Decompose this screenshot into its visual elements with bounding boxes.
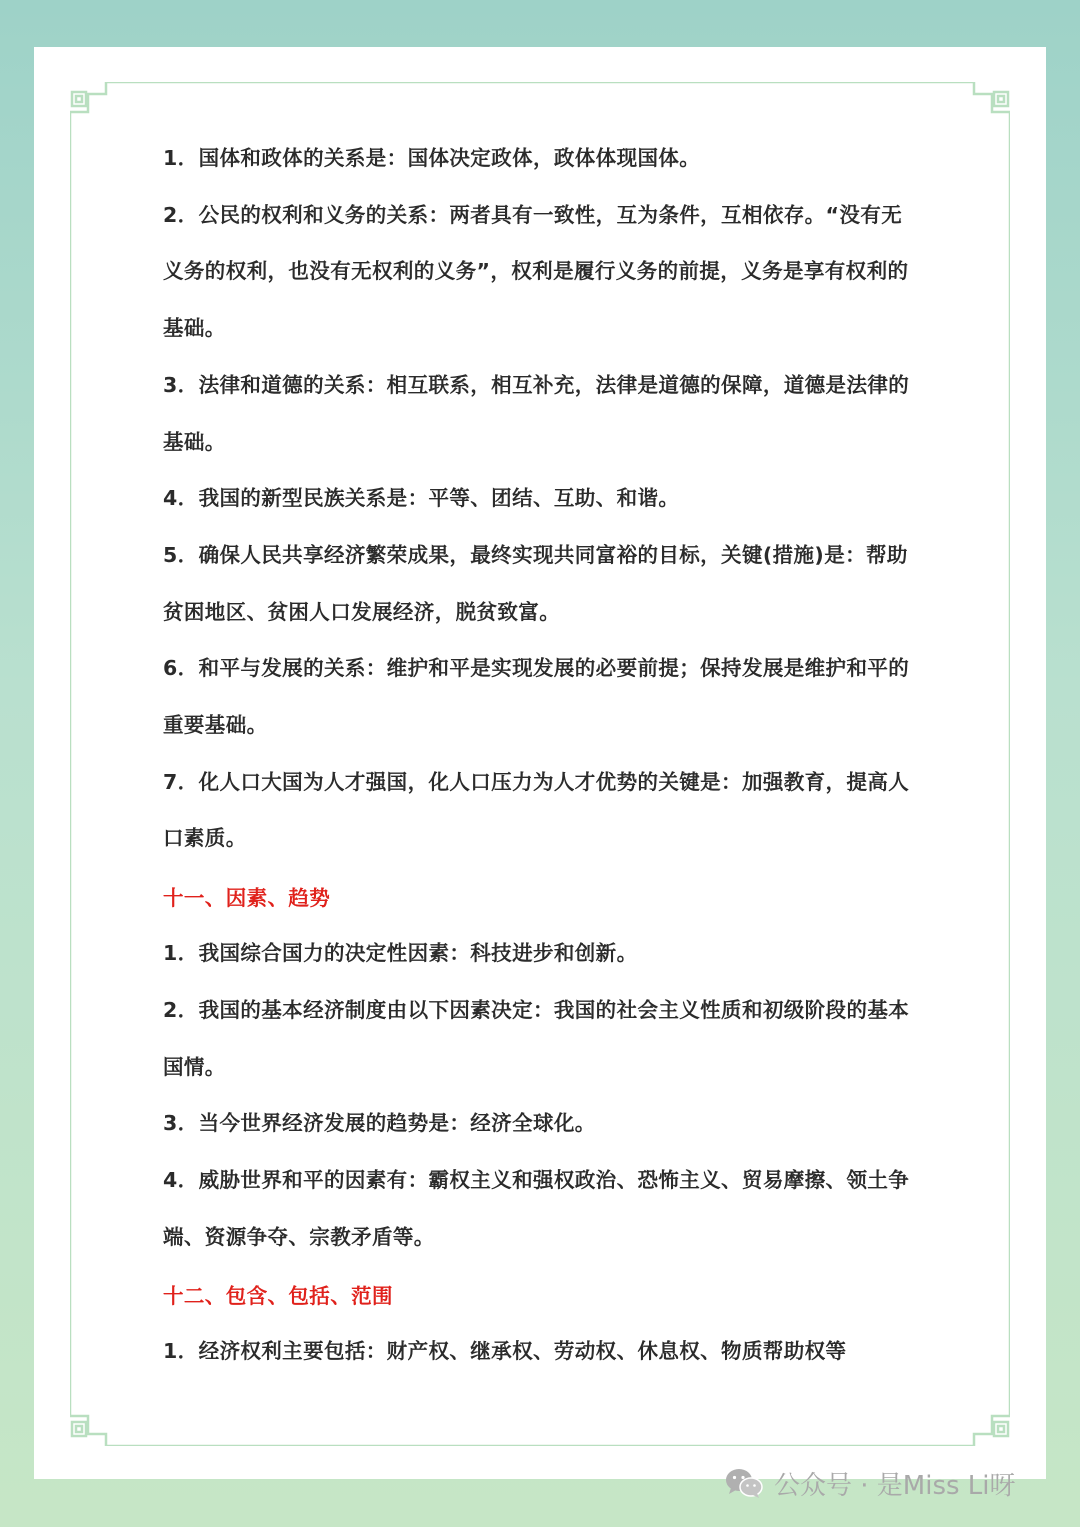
list-item: 4．威胁世界和平的因素有：霸权主义和强权政治、恐怖主义、贸易摩擦、领土争端、资源争夺、宗教矛盾等。 [163,1167,910,1249]
list-item: 2．我国的基本经济制度由以下因素决定：我国的社会主义性质和初级阶段的基本国情。 [163,997,910,1079]
list-item: 7．化人口大国为人才强国，化人口压力为人才优势的关键是：加强教育，提高人口素质。 [163,769,910,851]
list-item: 1．我国综合国力的决定性因素：科技进步和创新。 [163,941,638,966]
watermark-text: 公众号 · 是Miss Li呀 [774,1470,1016,1501]
content-area [163,130,919,1380]
list-item: 6．和平与发展的关系：维护和平是实现发展的必要前提；保持发展是维护和平的重要基础。 [163,656,910,738]
watermark [724,1463,1016,1503]
list-item: 3．法律和道德的关系：相互联系，相互补充，法律是道德的保障，道德是法律的基础。 [163,372,910,454]
section-heading: 十一、因素、趋势 [163,886,331,911]
list-item: 1．国体和政体的关系是：国体决定政体，政体体现国体。 [163,146,701,170]
section-heading: 十二、包含、包括、范围 [163,1284,393,1309]
section-0 [163,130,919,867]
section-inclusion-scope [163,1281,919,1380]
list-item: 2．公民的权利和义务的关系：两者具有一致性，互为条件，互相依存。“没有无义务的权利，也没有无权利的义务”，权利是履行义务的前提，义务是享有权利的基础。 [163,202,909,341]
list-item: 5．确保人民共享经济繁荣成果，最终实现共同富裕的目标，关键(措施)是：帮助贫困地区、贫困人口发展经济，脱贫致富。 [163,542,908,624]
section-factors-trends [163,883,919,1265]
list-item: 4．我国的新型民族关系是：平等、团结、互助、和谐。 [163,486,680,511]
list-item: 1．经济权利主要包括：财产权、继承权、劳动权、休息权、物质帮助权等 [163,1339,847,1364]
list-item: 3．当今世界经济发展的趋势是：经济全球化。 [163,1111,596,1136]
wechat-icon [724,1467,764,1499]
